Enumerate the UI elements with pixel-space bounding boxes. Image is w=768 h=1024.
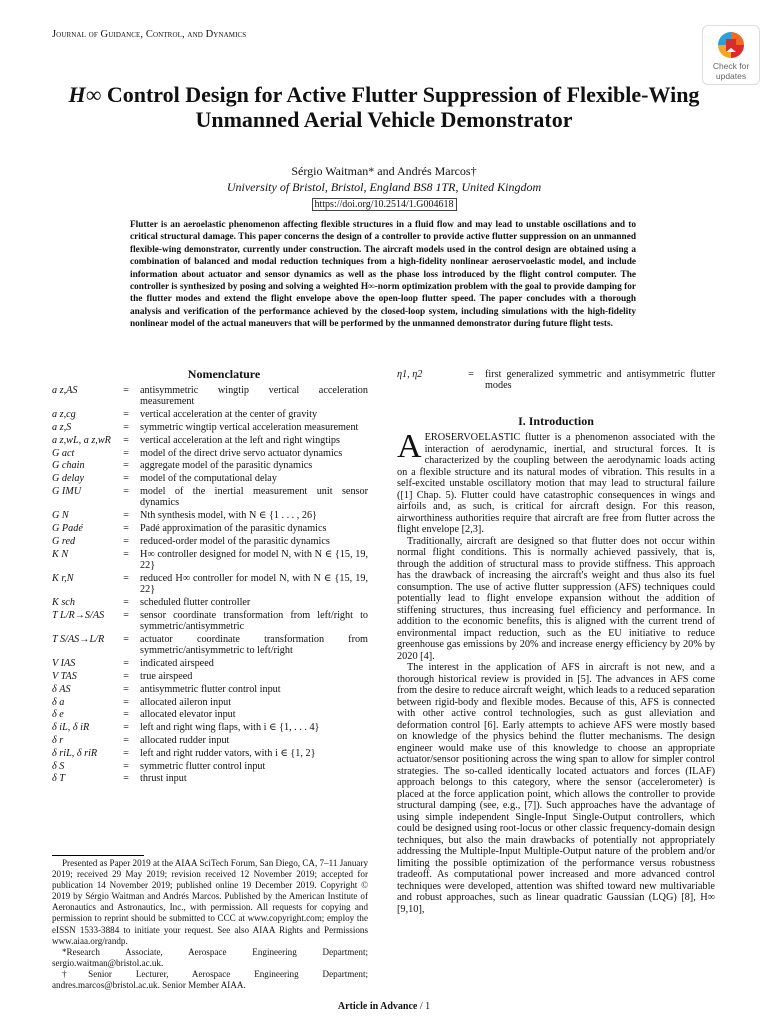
title-text: Control Design for Active Flutter Suppression of Flexible-Wing Unmanned Aerial Vehicle Demonstrator: [101, 82, 700, 132]
nomenclature-definition: symmetric wingtip vertical acceleration measurement: [140, 422, 359, 433]
nomenclature-equals: =: [123, 734, 129, 746]
nomenclature-row: [52, 460, 368, 471]
nomenclature-row: [52, 486, 368, 509]
nomenclature-definition: vertical acceleration at the center of gravity: [140, 409, 318, 421]
nomenclature-equals: =: [123, 596, 129, 608]
nomenclature-row: [397, 369, 715, 392]
nomenclature-equals: =: [468, 369, 474, 380]
nomenclature-symbol: K sch: [52, 596, 75, 608]
nomenclature-symbol: δ r: [52, 734, 64, 746]
nomenclature-row: [52, 573, 368, 596]
nomenclature-row: [52, 709, 368, 720]
nomenclature-equals: =: [123, 460, 129, 472]
nomenclature-symbol: G act: [52, 447, 75, 459]
nomenclature-equals: =: [123, 773, 129, 785]
authors: Sérgio Waitman* and Andrés Marcos†: [291, 164, 477, 178]
nomenclature-row: [52, 523, 368, 534]
nomenclature-definition: allocated rudder input: [140, 734, 230, 746]
footnote-rule: [52, 855, 144, 856]
nomenclature-symbol: a z,cg: [52, 409, 76, 421]
footer-label: Article in Advance: [337, 1001, 418, 1012]
page-footer: [0, 1001, 768, 1012]
section-heading-introduction: I. Introduction: [518, 414, 594, 428]
nomenclature-definition: scheduled flutter controller: [140, 596, 251, 608]
nomenclature-equals: =: [123, 548, 129, 560]
nomenclature-list: [52, 385, 368, 786]
introduction-body: [397, 428, 715, 915]
intro-paragraph-1: [397, 428, 715, 536]
check-for-updates-icon: [717, 31, 745, 59]
nomenclature-definition: left and right wing flaps, with i ∈ {1, . . . 4}: [140, 722, 320, 734]
nomenclature-equals: =: [123, 510, 129, 522]
title-hinf: H∞: [68, 82, 102, 107]
nomenclature-row: [52, 671, 368, 682]
doi-text[interactable]: https://doi.org/10.2514/1.G004618: [312, 198, 457, 211]
nomenclature-definition: true airspeed: [140, 670, 193, 682]
nomenclature-symbol: G IMU: [52, 485, 82, 497]
nomenclature-row: [52, 473, 368, 484]
nomenclature-definition: aggregate model of the parasitic dynamics: [140, 460, 313, 472]
page-number: 1: [425, 1001, 431, 1012]
nomenclature-definition: Nth synthesis model, with N ∈ {1 . . . , 26}: [140, 510, 317, 522]
intro-first-word: EROSERVOELASTIC: [424, 432, 521, 443]
nomenclature-row: [52, 761, 368, 772]
nomenclature-row: [52, 658, 368, 669]
nomenclature-row: [52, 448, 368, 459]
nomenclature-definition: left and right rudder vators, with i ∈ {1, 2}: [140, 747, 316, 759]
nomenclature-symbol: δ AS: [52, 683, 71, 695]
nomenclature-row: [52, 422, 368, 433]
footnote-author-2: †Senior Lecturer, Aerospace Engineering Department; andres.marcos@bristol.ac.uk. Senior Member AIAA.: [52, 968, 368, 991]
nomenclature-equals: =: [123, 485, 129, 497]
intro-paragraph-3: The interest in the application of AFS in aircraft is not new, and a thorough historical review is provided in [5]. The advances in AFS come from the desire to reduce aircraft weight, which leads to a reduced separation between rigid-body and flexible modes. Because of this, AFS is connected with other active control technologies, such as gust alleviation and deformation control [6]. Early attempts to achieve AFS were mostly based on knowledge of the physics behind the flutter mechanisms. The design engineer would make use of this knowledge to choose an appropriate actuator/sensor positioning across the wing span to allow for simpler control strategies. The so-called identically located actuators and forces (ILAF) approach belongs to this category, where the sensor (accelerometer) is placed at the force application point, which allows the controller to provide structural damping (see, e.g., [7]). Such approaches have the advantage of using simple independent Single-Input Single-Output controllers, which could be designed using root-locus or other classic frequency-domain design techniques, but also the main drawbacks of potentially not appropriately addressing the Multiple-Input Multiple-Output nature of the problem and/or limiting the possible optimization of the performance versus robustness tradeoff. As computational power increased and more advanced control techniques were developed, attention was shifted toward new multivariable and robust approaches, such as linear quadratic Gaussian (LQG) [8], H∞ [9,10],: [397, 662, 715, 915]
nomenclature-symbol: V IAS: [52, 658, 76, 670]
nomenclature-equals: =: [123, 709, 129, 721]
drop-cap: A: [397, 428, 422, 465]
nomenclature-definition: thrust input: [140, 773, 187, 785]
nomenclature-row: [52, 510, 368, 521]
nomenclature-symbol: a z,AS: [52, 385, 78, 396]
nomenclature-definition: H∞ controller designed for model N, with N ∈ {15, 19, 22}: [140, 548, 368, 571]
nomenclature-equals: =: [123, 535, 129, 547]
footer-separator: /: [419, 1001, 423, 1012]
nomenclature-symbol: T S/AS→L/R: [52, 633, 105, 645]
nomenclature-equals: =: [123, 434, 129, 446]
nomenclature-symbol: G delay: [52, 473, 84, 485]
nomenclature-definition: reduced-order model of the parasitic dynamics: [140, 535, 330, 547]
nomenclature-row: [52, 634, 368, 657]
nomenclature-definition: Padé approximation of the parasitic dynamics: [140, 522, 327, 534]
nomenclature-row: [52, 597, 368, 608]
badge-line-2: updates: [715, 71, 747, 81]
nomenclature-equals: =: [123, 385, 129, 396]
nomenclature-equals: =: [123, 473, 129, 485]
nomenclature-symbol: η1, η2: [397, 369, 423, 380]
nomenclature-equals: =: [123, 422, 129, 433]
nomenclature-symbol: G chain: [52, 460, 85, 472]
intro-paragraph-1-text: flutter is a phenomenon associated with the interaction of aerodynamic, inertial, and structural forces. It is characterized by the coupling between the aerodynamic loads acting on a flexible structure and its natural modes of vibration. This results in a self-excited unstable oscillatory motion that may lead to structural failure ([1] Chap. 5). Flutter could have catastrophic consequences in wings and airfoils and, as such, is critical for aircraft design. For this reason, airworthiness authorities require that aircraft are free from flutter across the flight envelope [2,3].: [397, 432, 715, 535]
nomenclature-equals: =: [123, 633, 129, 645]
nomenclature-symbol: T L/R→S/AS: [52, 609, 105, 621]
nomenclature-equals: =: [123, 447, 129, 459]
journal-name: Journal of Guidance, Control, and Dynamics: [52, 29, 247, 40]
nomenclature-symbol: δ S: [52, 760, 65, 772]
nomenclature-definition: model of the direct drive servo actuator dynamics: [140, 447, 343, 459]
footnote-publication: Presented as Paper 2019 at the AIAA SciTech Forum, San Diego, CA, 7–11 January 2019; received 29 May 2019; revision received 12 November 2019; accepted for publication 14 November 2019; published online 19 December 2019. Copyright © 2019 by Sérgio Waitman and Andrés Marcos. Published by the American Institute of Aeronautics and Astronautics, Inc., with permission. All requests for copying and permission to reprint should be submitted to CCC at www.copyright.com; employ the eISSN 1533-3884 to initiate your request. See also AIAA Rights and Permissions www.aiaa.org/randp.: [52, 858, 368, 946]
nomenclature-row: [52, 549, 368, 572]
nomenclature-row: [52, 735, 368, 746]
nomenclature-definition: allocated aileron input: [140, 696, 232, 708]
check-for-updates-badge[interactable]: [702, 25, 760, 85]
badge-line-1: Check for: [712, 61, 750, 71]
nomenclature-equals: =: [123, 609, 129, 621]
nomenclature-symbol: G Padé: [52, 522, 83, 534]
nomenclature-definition: model of the inertial measurement unit sensor dynamics: [140, 485, 368, 509]
nomenclature-symbol: a z,wL, a z,wR: [52, 434, 111, 446]
nomenclature-equals: =: [123, 747, 129, 759]
nomenclature-equals: =: [123, 670, 129, 682]
abstract: Flutter is an aeroelastic phenomenon affecting flexible structures in a fluid flow and may lead to unstable oscillations and to critical structural damage. This paper concerns the design of a controller to provide active flutter suppression on an unmanned flexible-wing demonstrator, currently under construction. The aircraft models used in the control design are obtained using a combination of balanced and modal reduction techniques from a high-fidelity nonlinear aeroservoelastic model, and include information about actuator and sensor dynamics as well as the phase loss introduced by the flight control computer. The controller is synthesized by posing and solving a weighted H∞-norm optimization problem with the goal to provide damping for the flutter modes and extend the flight envelope above the open-loop flutter speed. The paper concludes with a thorough analysis and verification of the performance achieved by the closed-loop system, including simulations with the high-fidelity nonlinear model of the actual maneuvers that will be performed by the unmanned demonstrator during future flight tests.: [130, 220, 636, 330]
footnotes: [52, 858, 368, 991]
nomenclature-symbol: δ riL, δ riR: [52, 747, 98, 759]
nomenclature-definition: first generalized symmetric and antisymmetric flutter modes: [485, 369, 715, 392]
nomenclature-continued: [397, 369, 715, 393]
nomenclature-symbol: K N: [52, 548, 69, 560]
nomenclature-equals: =: [123, 658, 129, 670]
nomenclature-row: [52, 722, 368, 733]
nomenclature-title: Nomenclature: [187, 367, 261, 381]
paper-title: [40, 82, 728, 132]
nomenclature-row: [52, 435, 368, 446]
nomenclature-equals: =: [123, 696, 129, 708]
nomenclature-definition: reduced H∞ controller for model N, with N ∈ {15, 19, 22}: [140, 572, 368, 596]
nomenclature-symbol: K r,N: [52, 572, 74, 584]
affiliation: University of Bristol, Bristol, England BS8 1TR, United Kingdom: [226, 180, 542, 194]
nomenclature-definition: antisymmetric flutter control input: [140, 683, 281, 695]
nomenclature-symbol: a z,S: [52, 422, 72, 433]
nomenclature-equals: =: [123, 683, 129, 695]
nomenclature-row: [52, 748, 368, 759]
doi-link[interactable]: [0, 199, 768, 210]
footnote-author-1: *Research Associate, Aerospace Engineering Department; sergio.waitman@bristol.ac.uk.: [52, 946, 368, 968]
nomenclature-row: [52, 697, 368, 708]
nomenclature-definition: symmetric flutter control input: [140, 760, 266, 772]
nomenclature-definition: vertical acceleration at the left and right wingtips: [140, 434, 340, 446]
nomenclature-equals: =: [123, 572, 129, 584]
nomenclature-equals: =: [123, 760, 129, 772]
nomenclature-row: [52, 684, 368, 695]
nomenclature-row: [52, 385, 368, 408]
nomenclature-definition: allocated elevator input: [140, 709, 236, 721]
nomenclature-definition: sensor coordinate transformation from left/right to symmetric/antisymmetric: [140, 609, 368, 633]
nomenclature-row: [52, 773, 368, 784]
nomenclature-row: [52, 536, 368, 547]
nomenclature-row: [52, 409, 368, 420]
nomenclature-symbol: G red: [52, 535, 76, 547]
nomenclature-symbol: V TAS: [52, 670, 77, 682]
nomenclature-definition: actuator coordinate transformation from symmetric/antisymmetric to left/right: [140, 633, 368, 657]
nomenclature-row: [52, 610, 368, 633]
nomenclature-symbol: G N: [52, 510, 69, 522]
nomenclature-symbol: δ e: [52, 709, 64, 721]
nomenclature-equals: =: [123, 722, 129, 734]
nomenclature-definition: indicated airspeed: [140, 658, 214, 670]
intro-paragraph-2: Traditionally, aircraft are designed so that flutter does not occur within normal flight conditions. This is normally achieved passively, that is, through the addition of structural mass to provide stiffness. This approach has the drawback of increasing the aircraft's weight and thus also its fuel consumption. The use of active flutter suppression (AFS) techniques could potentially lead to flight envelope expansion without the addition of stiffening structures, thus increasing fuel efficiency and performance. In addition to the economic benefits, this is aligned with the current trend of environmental impact reduction, such as the EU initiative to reduce greenhouse gas emissions by 20% and increase energy efficiency by 20% by 2020 [4].: [397, 535, 715, 662]
nomenclature-symbol: δ T: [52, 773, 65, 785]
nomenclature-definition: model of the computational delay: [140, 473, 277, 485]
nomenclature-equals: =: [123, 522, 129, 534]
nomenclature-symbol: δ iL, δ iR: [52, 722, 90, 734]
nomenclature-symbol: δ a: [52, 696, 65, 708]
nomenclature-definition: antisymmetric wingtip vertical acceleration measurement: [140, 385, 368, 408]
nomenclature-equals: =: [123, 409, 129, 421]
